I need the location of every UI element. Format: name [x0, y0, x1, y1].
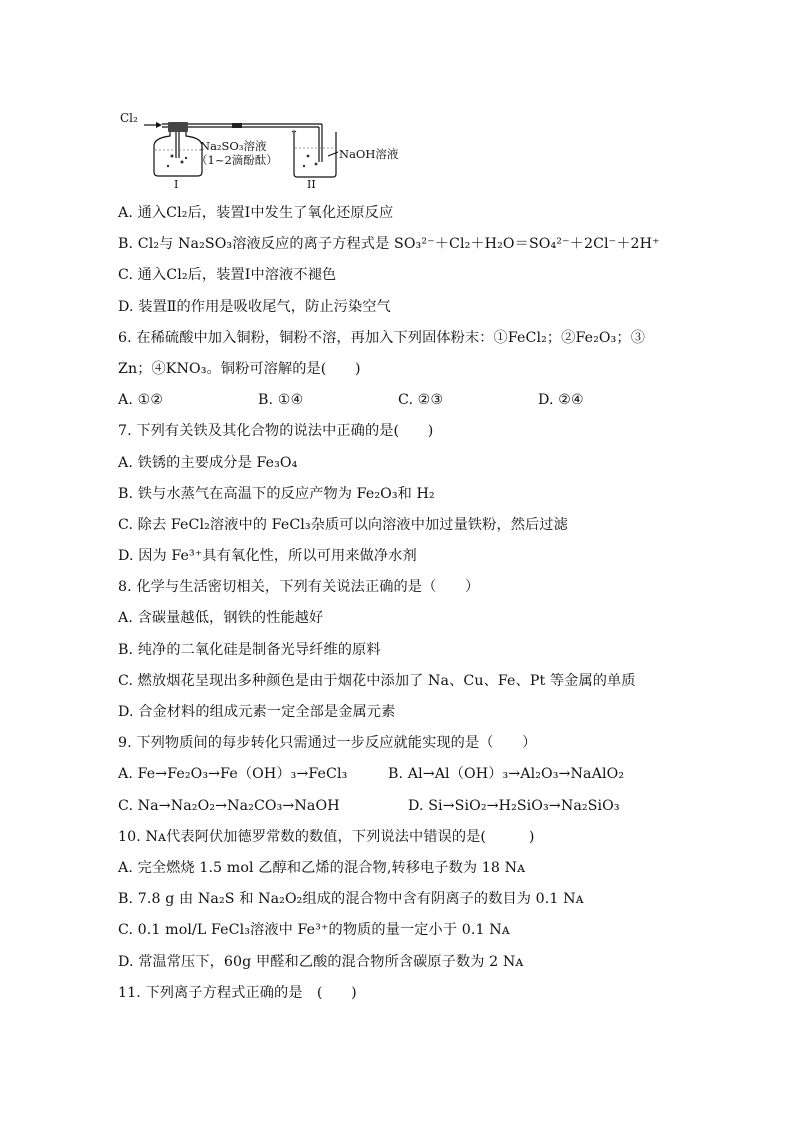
- text-line: A. 完全燃烧 1.5 mol 乙醇和乙烯的混合物,转移电子数为 18 Nᴀ: [118, 859, 526, 876]
- bottle1-roman: I: [174, 178, 179, 191]
- option-a: A. Fe→Fe₂O₃→Fe（OH）₃→FeCl₃: [118, 766, 348, 783]
- gas-label: Cl₂: [120, 111, 138, 125]
- option-b: B. ①④: [258, 392, 304, 409]
- bottle2-roman: II: [307, 178, 316, 191]
- text-line: B. Cl₂与 Na₂SO₃溶液反应的离子方程式是 SO₃²⁻＋Cl₂＋H₂O＝SO₄²⁻＋2Cl⁻＋2H⁺: [118, 236, 660, 253]
- question-6-stem-cont: Zn；④KNO₃。铜粉可溶解的是( ): [118, 360, 361, 377]
- text-line: B. 纯净的二氧化硅是制备光导纤维的原料: [118, 641, 381, 658]
- question-8-stem: 8. 化学与生活密切相关，下列有关说法正确的是（ ）: [118, 579, 480, 596]
- apparatus-diagram: [112, 100, 432, 192]
- text-line: A. 通入Cl₂后，装置Ⅰ中发生了氧化还原反应: [118, 205, 394, 221]
- option-c: C. Na→Na₂O₂→Na₂CO₃→NaOH: [118, 797, 340, 814]
- text-line: B. 铁与水蒸气在高温下的反应产物为 Fe₂O₃和 H₂: [118, 485, 435, 502]
- text-line: D. 常温常压下，60g 甲醛和乙酸的混合物所含碳原子数为 2 Nᴀ: [118, 953, 524, 970]
- question-10-stem: 10. Nᴀ代表阿伏加德罗常数的数值，下列说法中错误的是( ): [118, 828, 535, 845]
- text-line: D. 装置Ⅱ的作用是吸收尾气，防止污染空气: [118, 298, 391, 315]
- text-line: A. 铁锈的主要成分是 Fe₃O₄: [118, 454, 298, 471]
- text-line: D. 因为 Fe³⁺具有氧化性，所以可用来做净水剂: [118, 548, 417, 565]
- question-11-stem: 11. 下列离子方程式正确的是 ( ): [118, 984, 357, 1001]
- bottle2-solution-label: NaOH溶液: [339, 147, 399, 161]
- question-9-options-row1: [118, 759, 688, 790]
- option-d: D. ②④: [538, 392, 584, 409]
- option-b: B. Al→Al（OH）₃→Al₂O₃→NaAlO₂: [388, 766, 625, 783]
- question-text: [118, 198, 688, 1009]
- question-9-stem: 9. 下列物质间的每步转化只需通过一步反应就能实现的是（ ）: [118, 735, 537, 752]
- question-6-stem: 6. 在稀硫酸中加入铜粉，铜粉不溶，再加入下列固体粉末：①FeCl₂；②Fe₂O₃；③: [118, 329, 645, 346]
- question-6-options: [118, 385, 688, 416]
- bottle1-solution-label: Na₂SO₃溶液: [200, 139, 267, 153]
- option-c: C. ②③: [398, 392, 444, 409]
- bottle1-note: （1~2滴酚酞）: [196, 153, 278, 167]
- text-line: B. 7.8 g 由 Na₂S 和 Na₂O₂组成的混合物中含有阴离子的数目为 0.1 Nᴀ: [118, 891, 584, 908]
- option-d: D. Si→SiO₂→H₂SiO₃→Na₂SiO₃: [408, 797, 620, 814]
- option-a: A. ①②: [118, 392, 164, 409]
- text-line: C. 燃放烟花呈现出多种颜色是由于烟花中添加了 Na、Cu、Fe、Pt 等金属的单质: [118, 672, 636, 689]
- text-line: A. 含碳量越低，钢铁的性能越好: [118, 610, 324, 627]
- question-9-options-row2: [118, 791, 688, 822]
- apparatus-figure: [112, 100, 432, 192]
- text-line: C. 除去 FeCl₂溶液中的 FeCl₃杂质可以向溶液中加过量铁粉，然后过滤: [118, 516, 568, 533]
- text-line: D. 合金材料的组成元素一定全部是金属元素: [118, 704, 396, 720]
- text-line: C. 通入Cl₂后，装置Ⅰ中溶液不褪色: [118, 267, 337, 284]
- question-7-stem: 7. 下列有关铁及其化合物的说法中正确的是( ): [118, 423, 434, 440]
- text-line: C. 0.1 mol/L FeCl₃溶液中 Fe³⁺的物质的量一定小于 0.1 Nᴀ: [118, 922, 510, 939]
